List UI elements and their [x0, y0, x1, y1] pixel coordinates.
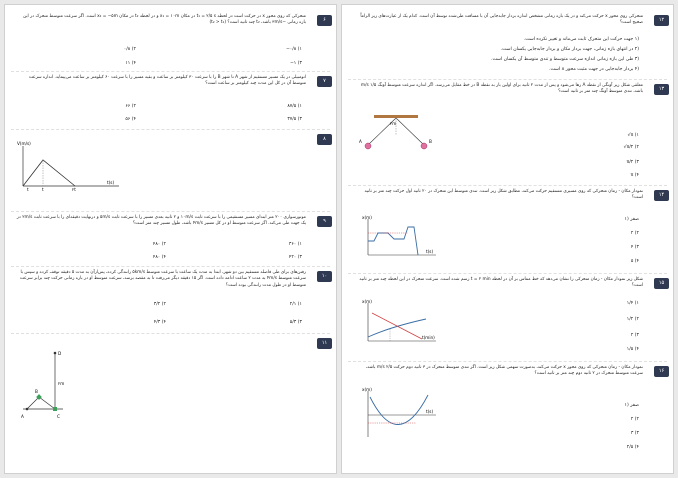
- question-number-11: ۱۱: [317, 338, 332, 349]
- question-9-text: موتورسواری ۲۰۰ متر ابتدای مسیر مستقیمی را با سرعت ثابت ۱۰m/s و ۲ ثانیه بعدی مسیر را با سرعت ثابت ۵m/s و درنهایت دقیقه‌ای را با سرعت ثابت ۲m/s در یک جهت طی می‌کند. اگر سرعت متوسط او در کل مسیر ۴m/s باشد، طول مسیر چند متر است؟: [16, 215, 306, 227]
- q6-option-1[interactable]: −۰/۸ (۱: [285, 47, 302, 52]
- q12-option-4[interactable]: (۴ بردار جابه‌جایی در جهت مثبت محور x است.: [549, 67, 639, 72]
- point-d: [54, 352, 57, 355]
- tick-label: t: [27, 187, 29, 192]
- q9-option-4[interactable]: ۴۸۰ (۴: [152, 255, 166, 260]
- q7-option-3[interactable]: ۳۷/۵ (۳: [287, 117, 302, 122]
- q15-option-2[interactable]: ۱/۲ (۲: [626, 317, 639, 322]
- bob-b: [421, 143, 427, 149]
- q6-option-4[interactable]: ۱۱ (۴: [125, 61, 136, 66]
- y-axis-label: x(m): [362, 387, 372, 392]
- length-label: ۲m: [58, 381, 65, 386]
- label-d: D: [58, 351, 62, 356]
- q13-pendulum-figure: [356, 113, 436, 155]
- q16-option-1[interactable]: صفر (۱: [624, 403, 639, 408]
- q12-option-1[interactable]: (۱ جهت حرکت این متحرک ثابت می‌ماند و تغییر نکرده است.: [523, 37, 639, 42]
- question-14-text: نمودار مکان - زمان متحرکی که روی مسیری مستقیم حرکت می‌کند، مطابق شکل زیر است. تندی متوسط این متحرک در ۲۰ ثانیه اول حرکت چند متر بر ثانیه است؟: [364, 189, 643, 201]
- divider: [11, 129, 330, 130]
- question-7-text: اتومبیلی در یک مسیر مستقیم از شهر A تا شهر B را با سرعت ۳۰ کیلومتر بر ساعت و بقیه مسیر را با سرعت ۶۰ کیلومتر بر ساعت می‌پیماید. اندازه سرعت متوسط آن در کل این مدت چند کیلومتر بر ساعت است؟: [28, 75, 306, 87]
- divider: [348, 79, 667, 80]
- q15-option-1[interactable]: ۱/۴ (۱: [626, 301, 639, 306]
- label-b: B: [35, 389, 38, 394]
- q15-option-3[interactable]: ۲ (۳: [630, 333, 639, 338]
- q10-option-4[interactable]: ۴/۳ (۴: [153, 320, 166, 325]
- ceiling-bar: [374, 115, 418, 118]
- q14-option-3[interactable]: ۴ (۳: [630, 245, 639, 250]
- divider: [348, 185, 667, 186]
- q13-option-4[interactable]: π (۴: [630, 173, 639, 178]
- question-12-text: متحرکی روی محور x حرکت می‌کند و در یک بازه زمانی مشخص اندازه بردار جابه‌جایی آن با مسافت طی‌شده توسط آن است. کدام یک از عبارت‌های زیر الزاماً صحیح است؟: [360, 14, 643, 26]
- parabola-curve: [370, 395, 428, 425]
- tick-label: ۲t: [72, 187, 76, 192]
- point-a: [26, 408, 29, 411]
- q13-option-2[interactable]: √π/۲ (۲: [623, 145, 639, 150]
- q9-option-1[interactable]: ۳۶۰ (۱: [288, 242, 302, 247]
- slanted-line: [27, 397, 39, 409]
- question-15-text: شکل زیر نمودار مکان - زمان متحرکی را نشان می‌دهد که خط مماس بر آن در لحظه t = ۲ min رسم شده است. سرعت متحرک در این لحظه چند متر بر ثانیه است؟: [359, 277, 643, 289]
- string-b: [396, 118, 424, 145]
- q14-position-graph: [360, 215, 440, 265]
- question-number-7: ۷: [317, 76, 332, 87]
- q9-option-3[interactable]: ۴۲۰ (۳: [288, 255, 302, 260]
- q7-option-4[interactable]: ۵۶ (۴: [125, 117, 136, 122]
- divider: [11, 211, 330, 212]
- question-number-9: ۹: [317, 216, 332, 227]
- q10-option-3[interactable]: ۵/۳ (۳: [289, 320, 302, 325]
- q14-option-4[interactable]: ۵ (۴: [630, 259, 639, 264]
- x-axis-label: t(s): [107, 180, 115, 185]
- bob-a: [365, 143, 371, 149]
- divider: [348, 273, 667, 274]
- q15-position-graph: [360, 299, 440, 351]
- y-axis-label: x(m): [362, 215, 372, 220]
- question-number-14: ۱۴: [654, 190, 669, 201]
- q9-option-2[interactable]: ۴۸۰ (۲: [152, 242, 166, 247]
- q12-option-2[interactable]: (۲ در انتهای بازه زمانی، جهت بردار مکان و بردار جابه‌جایی یکسان است.: [500, 47, 639, 52]
- question-13-text: معلقی شکل زیر آونگی از نقطه A رها می‌شود و پس از مدت ۲ ثانیه برای اولین بار به نقطه B در خط مقابل می‌رسد. اگر اندازه سرعت متوسط آونگ ۱/۵ m/s باشد، تندی متوسط آونگ چند متر بر ثانیه است؟: [360, 83, 643, 95]
- length-label: ۲m: [390, 121, 397, 126]
- divider: [11, 333, 330, 334]
- q6-option-3[interactable]: −۱ (۳: [289, 61, 302, 66]
- question-number-15: ۱۵: [654, 278, 669, 289]
- q16-option-3[interactable]: ۳ (۳: [630, 431, 639, 436]
- point-c: [53, 407, 57, 411]
- question-number-8: ۸: [317, 134, 332, 145]
- x-axis-label: t(s): [426, 409, 434, 414]
- q16-option-2[interactable]: ۲ (۲: [630, 417, 639, 422]
- q16-option-4[interactable]: ۲/۵ (۴: [626, 445, 639, 450]
- q12-option-3[interactable]: (۳ طی این بازه زمانی اندازه سرعت متوسط و تندی متوسط آن یکسان است.: [491, 57, 639, 62]
- tangent-line: [372, 313, 422, 339]
- q13-option-3[interactable]: π/۲ (۳: [626, 160, 639, 165]
- tick-label: t: [42, 187, 44, 192]
- slanted-line: [39, 397, 55, 409]
- y-axis-label: V(m/s): [17, 141, 31, 146]
- label-a: A: [359, 139, 362, 144]
- position-curve: [368, 319, 426, 337]
- question-number-10: ۱۰: [317, 271, 332, 282]
- position-curve: [368, 227, 418, 255]
- x-axis-label: t(min): [422, 335, 435, 340]
- label-a: A: [21, 414, 24, 419]
- question-number-16: ۱۶: [654, 366, 669, 377]
- q6-option-2[interactable]: ۰/۸ (۲: [123, 47, 136, 52]
- q16-parabola-graph: [360, 387, 440, 443]
- question-6-text: متحرکی که روی محور x در حرکت است در لحظه t₁ = ۲/۵ s در مکان x₁ = ۱۰m و در لحظه t₂ در مکان x₂ = −۵m است. اگر سرعت متوسط متحرک در این بازه زمانی −۳m/s باشد، t₂ چند ثانیه است؟ (t₂ > t₁): [23, 14, 306, 26]
- divider: [11, 71, 330, 72]
- velocity-line: [23, 160, 75, 186]
- q8-velocity-graph: [15, 140, 125, 192]
- divider: [348, 361, 667, 362]
- question-number-13: ۱۳: [654, 84, 669, 95]
- q7-option-2[interactable]: ۶۶ (۲: [125, 104, 136, 109]
- question-number-12: ۱۲: [654, 15, 669, 26]
- right-page: [341, 4, 674, 474]
- left-page: [4, 4, 337, 474]
- question-10-text: رفتن‌های برای طی فاصله مستقیم بین دو شهر، ابتدا به مدت یک ساعت با سرعت متوسط ۵km/s رانندگی کرده، پس‌ازآن به مدت ۵ دقیقه توقف کرده و سپس با سرعت متوسط ۴m/s به مدت ۲ ساعت ادامه داده است. اگر ۱۵ دقیقه دیگر می‌رفت تا به مقصد برسد، سرعت متوسط او در بازه زمانی حرکت چند برابر سرعت متوسط او در طول مدت رانندگی بوده است؟: [19, 270, 306, 288]
- q10-option-2[interactable]: ۳/۲ (۲: [153, 302, 166, 307]
- y-axis-label: x(m): [362, 299, 372, 304]
- x-axis-label: t(s): [426, 249, 434, 254]
- label-b: B: [429, 139, 432, 144]
- q11-geometry-figure: [15, 345, 95, 429]
- q15-option-4[interactable]: ۱/۵ (۴: [626, 347, 639, 352]
- divider: [11, 266, 330, 267]
- question-16-text: نمودار مکان - زمان متحرکی که روی محور x حرکت می‌کند، به‌صورت سهمی شکل زیر است. اگر تندی متوسط متحرک در ۳ ثانیه دوم حرکت ۲/۵ m/s باشد، سرعت متوسط متحرک در ۲ ثانیه دوم چند متر بر ثانیه است؟: [365, 365, 643, 377]
- q13-option-1[interactable]: √π (۱: [627, 133, 639, 138]
- q14-option-2[interactable]: ۲ (۲: [630, 231, 639, 236]
- q7-option-1[interactable]: ۸۷/۵ (۱: [287, 104, 302, 109]
- q10-option-1[interactable]: ۲/۱ (۱: [289, 302, 302, 307]
- question-number-6: ۶: [317, 15, 332, 26]
- q14-option-1[interactable]: صفر (۱: [624, 217, 639, 222]
- label-c: C: [57, 414, 60, 419]
